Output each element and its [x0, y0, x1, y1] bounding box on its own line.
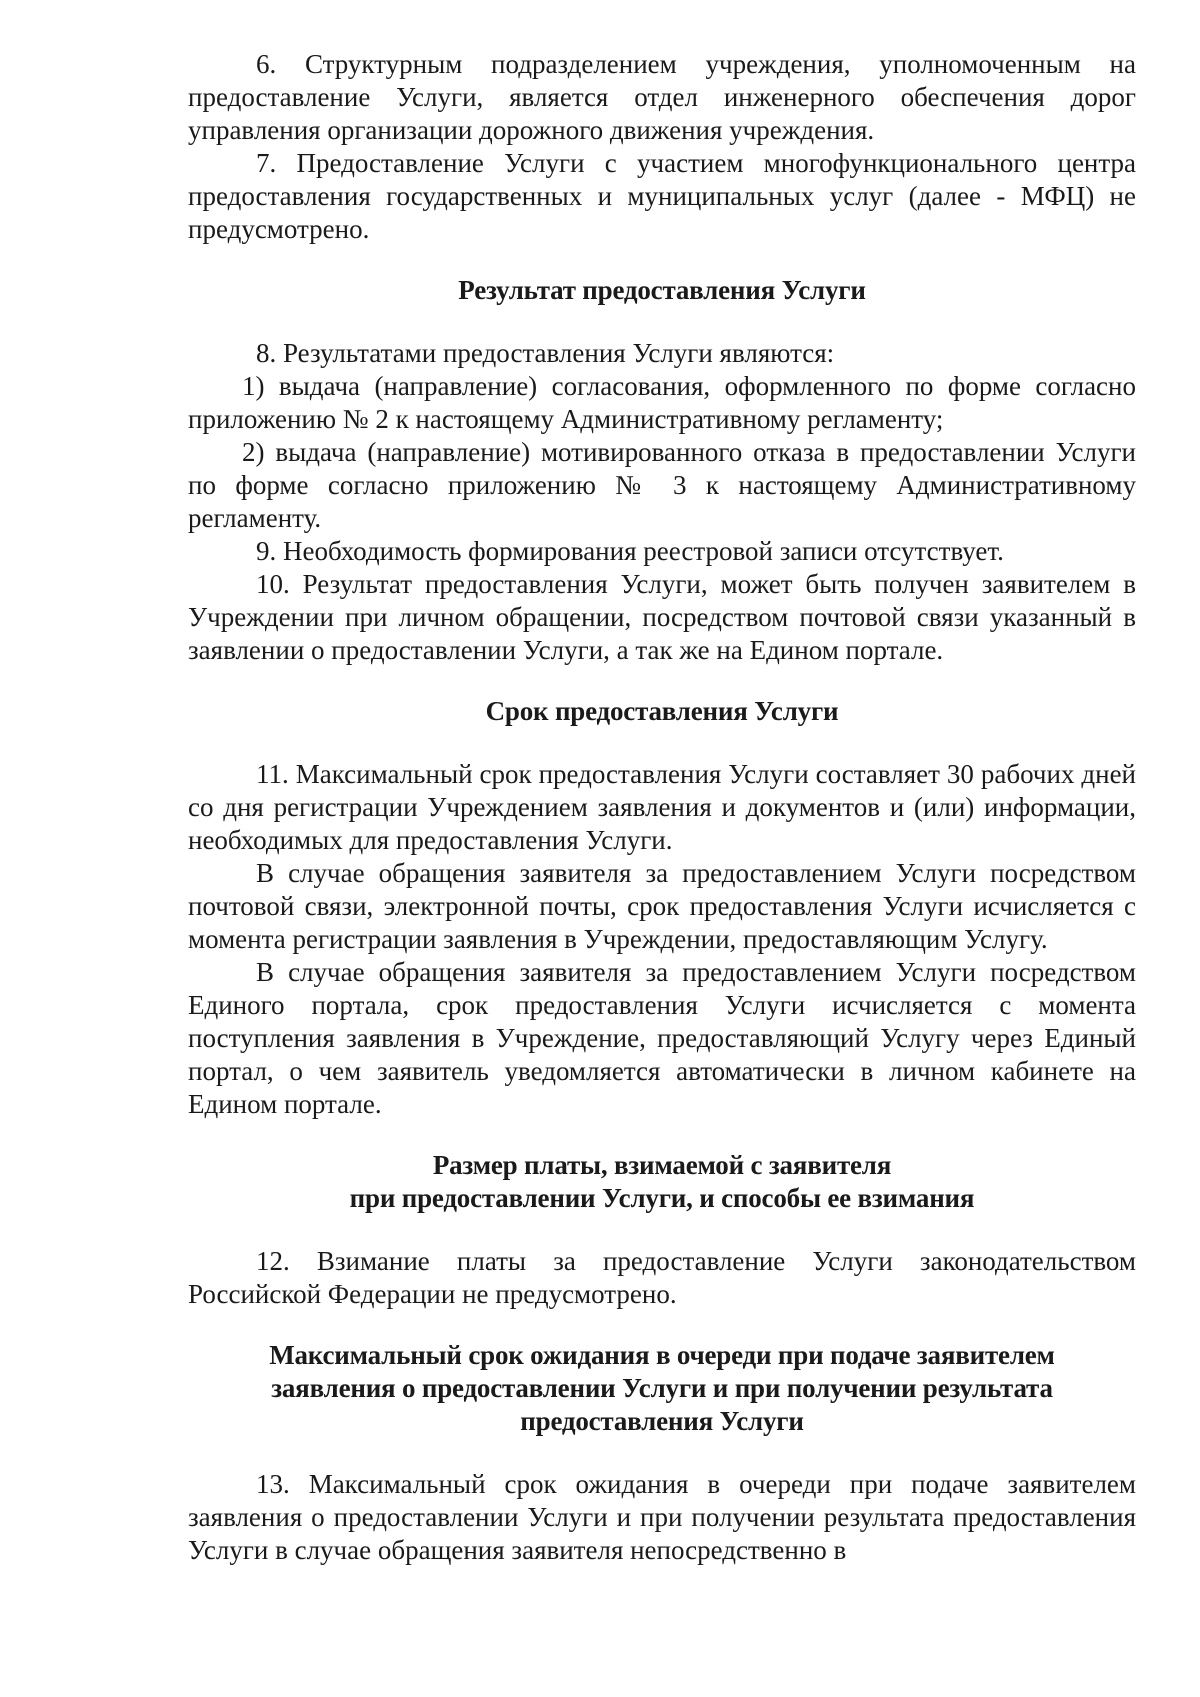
paragraph-9: 9. Необходимость формирования реестровой записи отсутствует. — [256, 536, 1004, 566]
paragraph-12: 12. Взимание платы за предоставление Услуги законодательством Российской Федерации не предусмотрено. — [188, 1246, 1136, 1309]
heading-term: Срок предоставления Услуги — [485, 696, 839, 726]
paragraph-6: 6. Структурным подразделением учреждения, уполномоченным на предоставление Услуги, является отдел инженерного обеспечения дорог управления организации дорожного движения учреждения. — [188, 49, 1136, 145]
heading-result: Результат предоставления Услуги — [458, 275, 866, 305]
paragraph-8: 8. Результатами предоставления Услуги являются: — [256, 338, 835, 368]
paragraph-8-item-2: 2) выдача (направление) мотивированного отказа в предоставлении Услуги по форме согласно приложению № 3 к настоящему Административному регламенту. — [188, 437, 1136, 533]
paragraph-10: 10. Результат предоставления Услуги, может быть получен заявителем в Учреждении при личном обращении, посредством почтовой связи указанный в заявлении о предоставлении Услуги, а так же на Едином портале. — [188, 569, 1136, 665]
heading-queue-line-3: предоставления Услуги — [520, 1406, 804, 1436]
heading-queue-line-1: Максимальный срок ожидания в очереди при подаче заявителем — [269, 1340, 1055, 1370]
heading-queue — [188, 1339, 1136, 1438]
paragraph-11-mail: В случае обращения заявителя за предоставлением Услуги посредством почтовой связи, электронной почты, срок предоставления Услуги исчисляется с момента регистрации заявления в Учреждении, предоставляющим Услугу. — [188, 858, 1136, 954]
heading-fee-line-1: Размер платы, взимаемой с заявителя — [432, 1150, 892, 1180]
heading-fee-line-2: при предоставлении Услуги, и способы ее взимания — [349, 1183, 975, 1213]
paragraph-7: 7. Предоставление Услуги с участием многофункционального центра предоставления государственных и муниципальных услуг (далее - МФЦ) не предусмотрено. — [188, 148, 1136, 244]
paragraph-11: 11. Максимальный срок предоставления Услуги составляет 30 рабочих дней со дня регистрации Учреждением заявления и документов и (или) информации, необходимых для предоставления Услуги. — [188, 759, 1136, 855]
paragraph-11-portal: В случае обращения заявителя за предоставлением Услуги посредством Единого портала, срок предоставления Услуги исчисляется с момента поступления заявления в Учреждение, предоставляющий Услугу через Единый портал, о чем заявитель уведомляется автоматически в личном кабинете на Едином портале. — [188, 957, 1136, 1119]
heading-fee — [188, 1149, 1136, 1215]
paragraph-13: 13. Максимальный срок ожидания в очереди при подаче заявителем заявления о предоставлении Услуги и при получении результата предоставления Услуги в случае обращения заявителя непосредственно в — [188, 1469, 1136, 1565]
paragraph-8-item-1: 1) выдача (направление) согласования, оформленного по форме согласно приложению № 2 к настоящему Административному регламенту; — [188, 371, 1136, 434]
document-body — [188, 48, 1136, 1567]
heading-queue-line-2: заявления о предоставлении Услуги и при получении результата — [271, 1373, 1053, 1403]
